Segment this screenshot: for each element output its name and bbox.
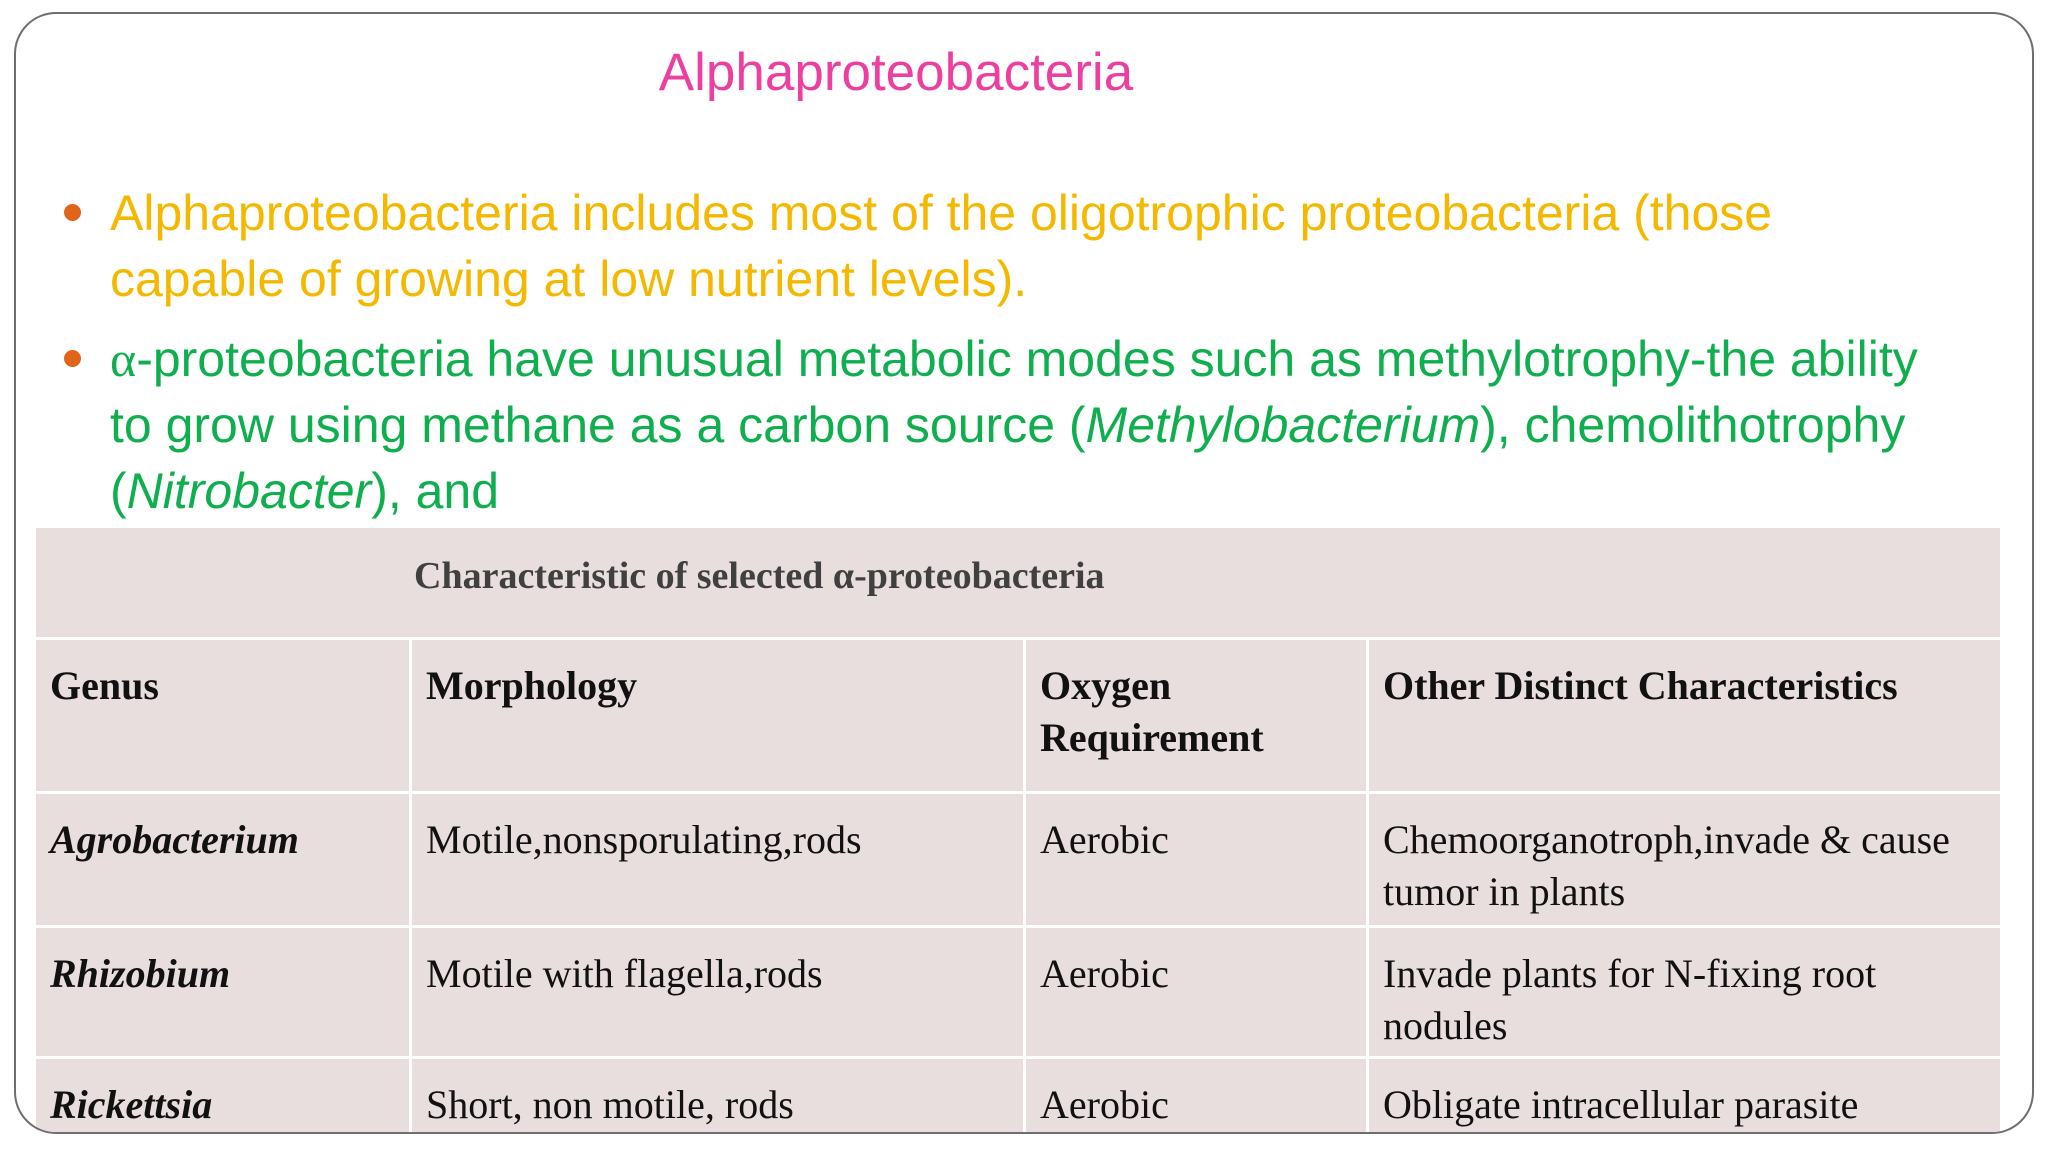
cell-genus: Rhizobium — [35, 927, 411, 1058]
bullet-text-part: ), chemolithotrophy ( — [110, 397, 1906, 519]
cell-oxygen: Aerobic — [1025, 927, 1368, 1058]
cell-characteristics: Chemoorganotroph,invade & cause tumor in plants — [1368, 793, 2002, 927]
bullet-list — [54, 180, 1954, 538]
cell-characteristics: Obligate intracellular parasite — [1368, 1058, 2002, 1135]
bullet-marker-icon — [64, 204, 81, 221]
cell-characteristics: Invade plants for N-fixing root nodules — [1368, 927, 2002, 1058]
header-oxygen-requirement: Oxygen Requirement — [1025, 639, 1368, 793]
cell-oxygen: Aerobic — [1025, 793, 1368, 927]
slide — [14, 12, 2034, 1134]
bullet-item-metabolic-modes — [54, 326, 1954, 524]
cell-genus: Agrobacterium — [35, 793, 411, 927]
bullet-marker-icon — [64, 350, 81, 367]
table-row — [35, 927, 2002, 1058]
bullet-item-oligotrophic — [54, 180, 1954, 312]
genus-nitrobacter: Nitrobacter — [126, 463, 372, 519]
alpha-symbol: α — [110, 331, 137, 387]
bullet-text: Alphaproteobacteria includes most of the oligotrophic proteobacteria (those capable of growing at low nutrient levels). — [110, 185, 1773, 307]
table-row — [35, 1058, 2002, 1135]
cell-oxygen: Aerobic — [1025, 1058, 1368, 1135]
cell-morphology: Motile,nonsporulating,rods — [411, 793, 1025, 927]
header-genus: Genus — [35, 639, 411, 793]
table-row — [35, 793, 2002, 927]
cell-morphology: Short, non motile, rods — [411, 1058, 1025, 1135]
bullet-text-part: ), and — [371, 463, 500, 519]
header-morphology: Morphology — [411, 639, 1025, 793]
cell-morphology: Motile with flagella,rods — [411, 927, 1025, 1058]
table-caption: Characteristic of selected α-proteobacteria — [35, 527, 2002, 639]
characteristics-table-container — [33, 525, 2003, 1125]
header-other-characteristics: Other Distinct Characteristics — [1368, 639, 2002, 793]
characteristics-table — [33, 525, 2003, 1134]
slide-title: Alphaproteobacteria — [658, 43, 1134, 102]
bullet-text-part: -proteobacteria have unusual metabolic modes such as methylotrophy-the ability to grow using methane as a carbon source ( — [110, 331, 1918, 453]
table-header-row — [35, 639, 2002, 793]
cell-genus: Rickettsia — [35, 1058, 411, 1135]
genus-methylobacterium: Methylobacterium — [1085, 397, 1481, 453]
